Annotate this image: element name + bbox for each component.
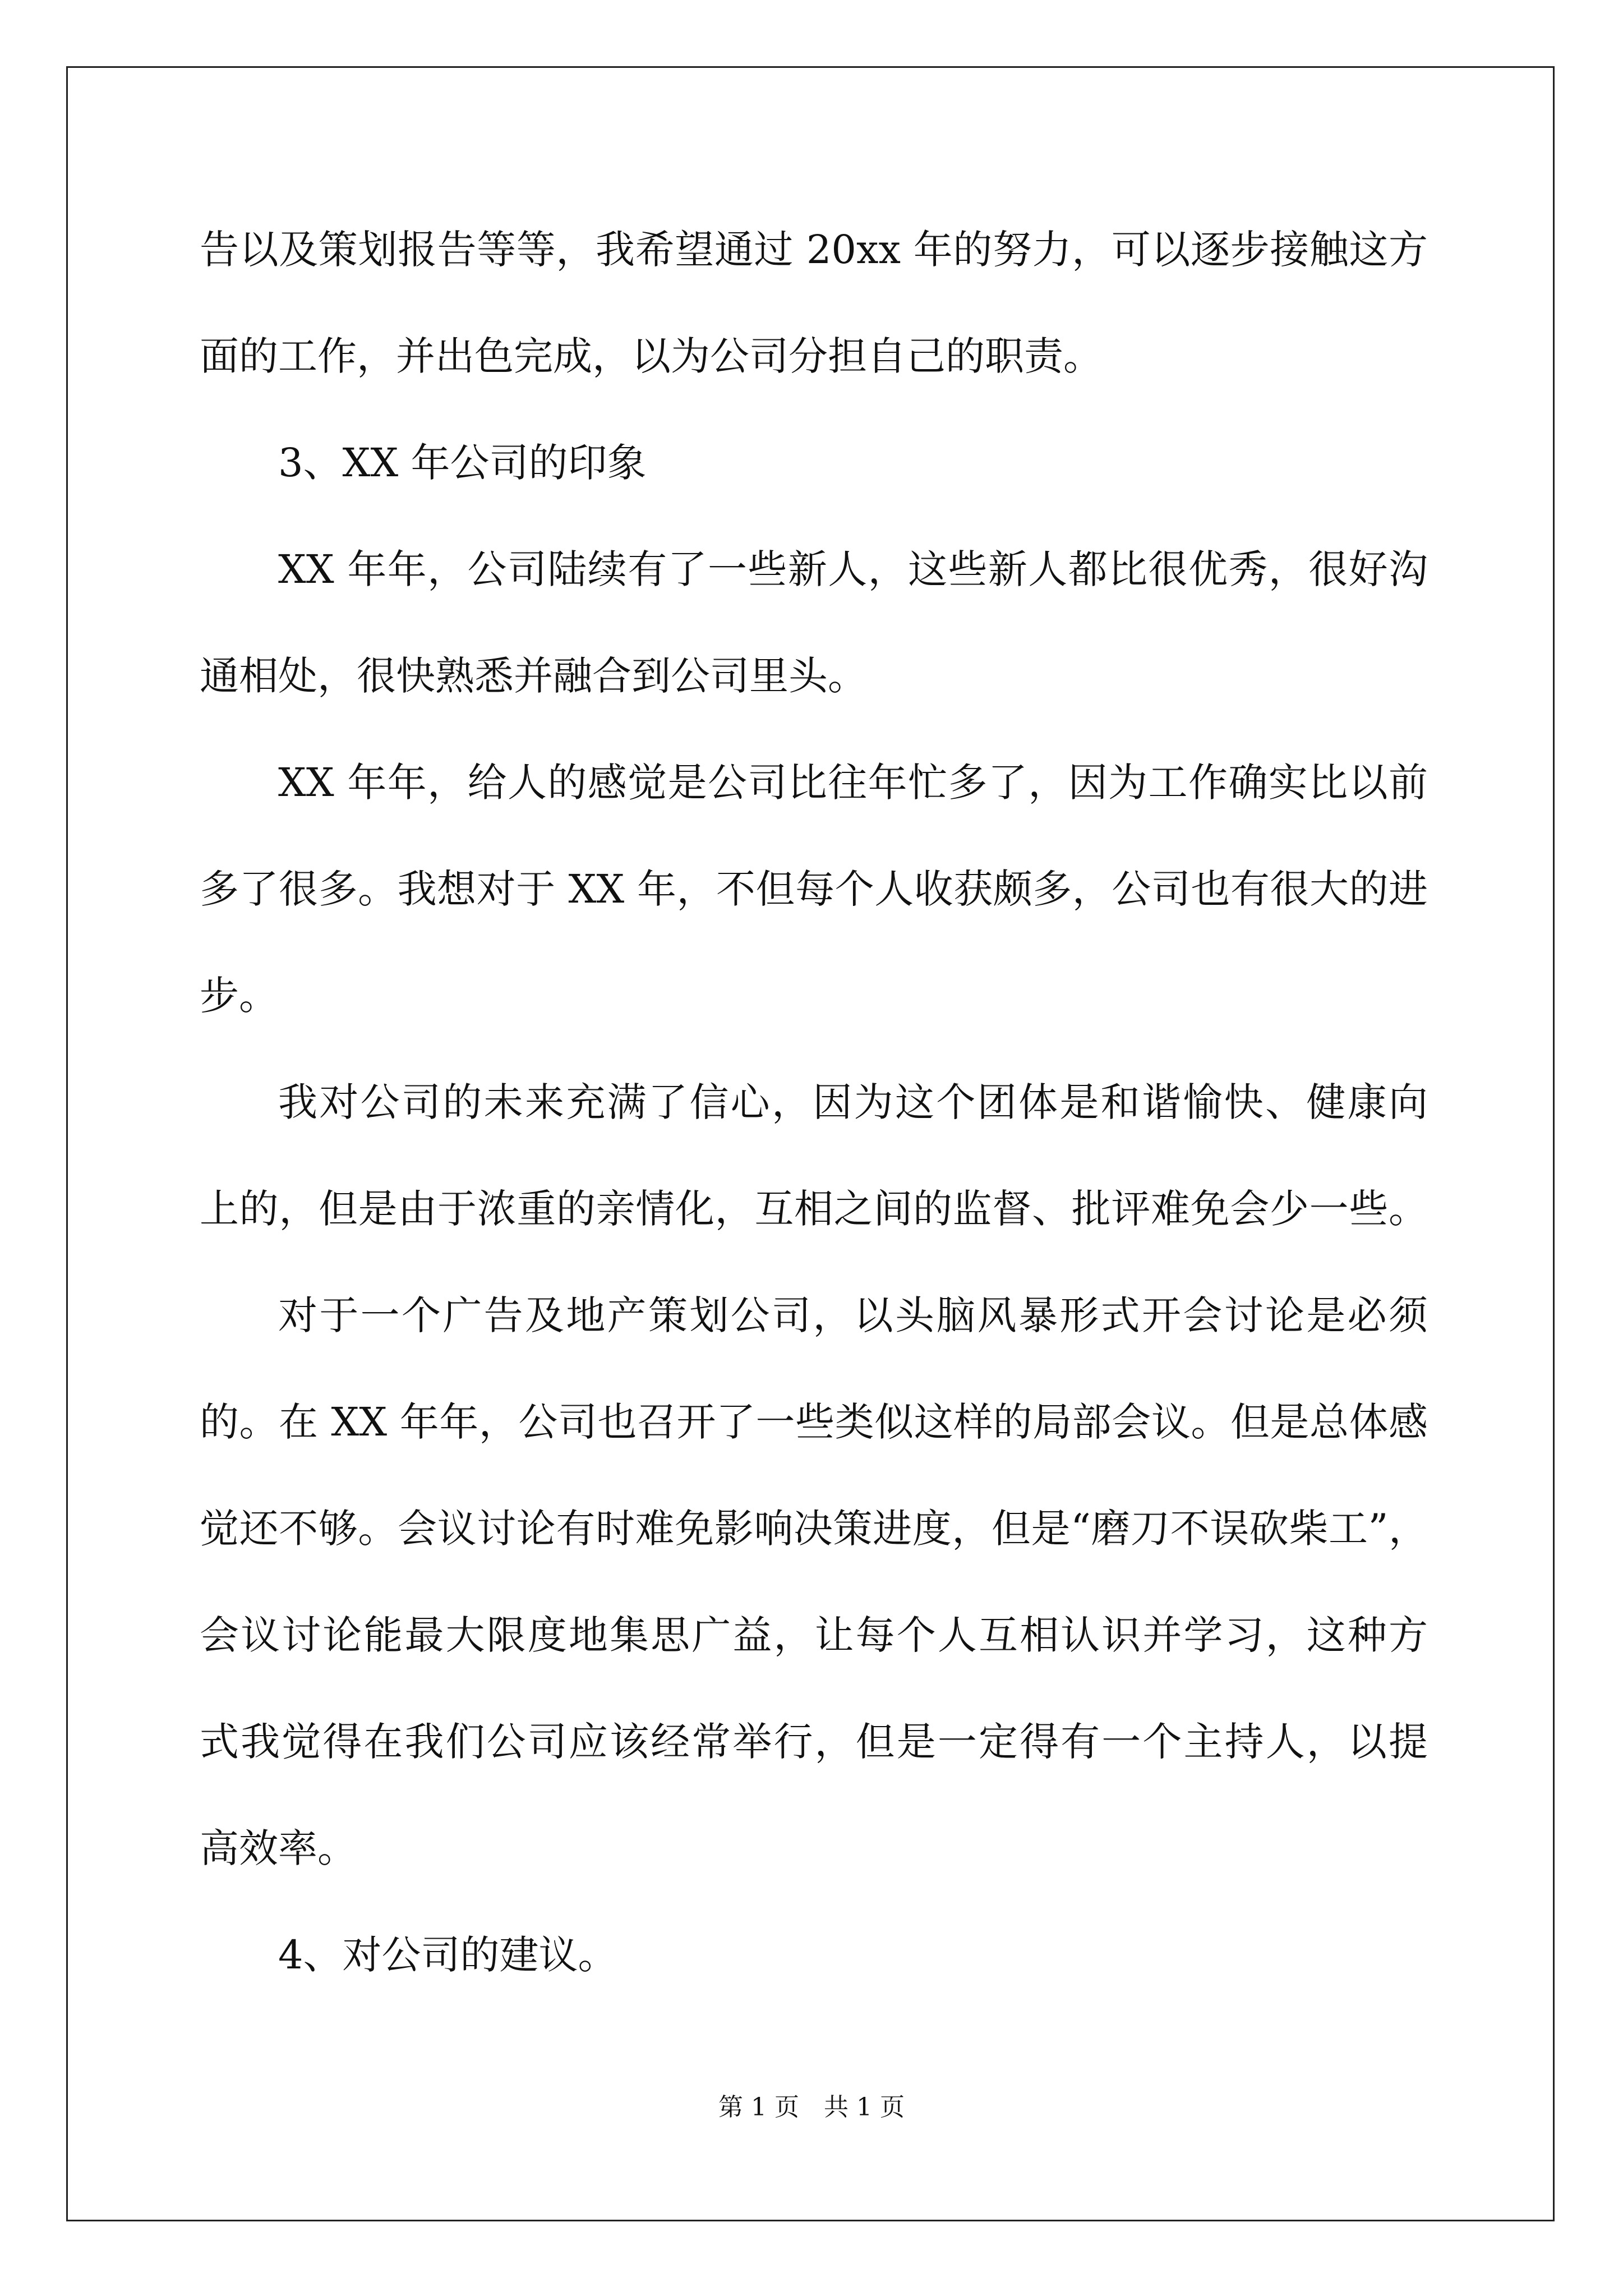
text-line: 面的工作，并出色完成，以为公司分担自己的职责。 (200, 333, 1103, 379)
text-line: XX 年年，给人的感觉是公司比往年忙多了，因为工作确实比以前 (278, 760, 1428, 806)
page-number: 第 1 页 共 1 页 (718, 2093, 905, 2122)
section-heading: 4、对公司的建议。 (278, 1932, 617, 1978)
text-line: 觉还不够。会议讨论有时难免影响决策进度，但是“磨刀不误砍柴工”， (200, 1506, 1428, 1552)
text-line: 会议讨论能最大限度地集思广益，让每个人互相认识并学习，这种方 (200, 1612, 1428, 1658)
text-line: 告以及策划报告等等，我希望通过 20xx 年的努力，可以逐步接触这方 (200, 227, 1428, 273)
text-line: 多了很多。我想对于 XX 年，不但每个人收获颇多，公司也有很大的进 (200, 866, 1428, 912)
text-line: 对于一个广告及地产策划公司，以头脑风暴形式开会讨论是必须 (278, 1292, 1428, 1338)
text-line: 通相处，很快熟悉并融合到公司里头。 (200, 653, 867, 699)
text-line: 式我觉得在我们公司应该经常举行，但是一定得有一个主持人，以提 (200, 1719, 1428, 1765)
section-heading: 3、XX 年公司的印象 (278, 440, 647, 486)
text-line: 的。在 XX 年年，公司也召开了一些类似这样的局部会议。但是总体感 (200, 1399, 1428, 1445)
text-line: 高效率。 (200, 1825, 357, 1871)
text-line: 步。 (200, 973, 278, 1019)
text-line: 上的，但是由于浓重的亲情化，互相之间的监督、批评难免会少一些。 (200, 1186, 1428, 1232)
document-body (200, 213, 1428, 2025)
text-line: 我对公司的未来充满了信心，因为这个团体是和谐愉快、健康向 (278, 1079, 1428, 1125)
text-line: XX 年年，公司陆续有了一些新人，这些新人都比很优秀，很好沟 (278, 546, 1428, 592)
